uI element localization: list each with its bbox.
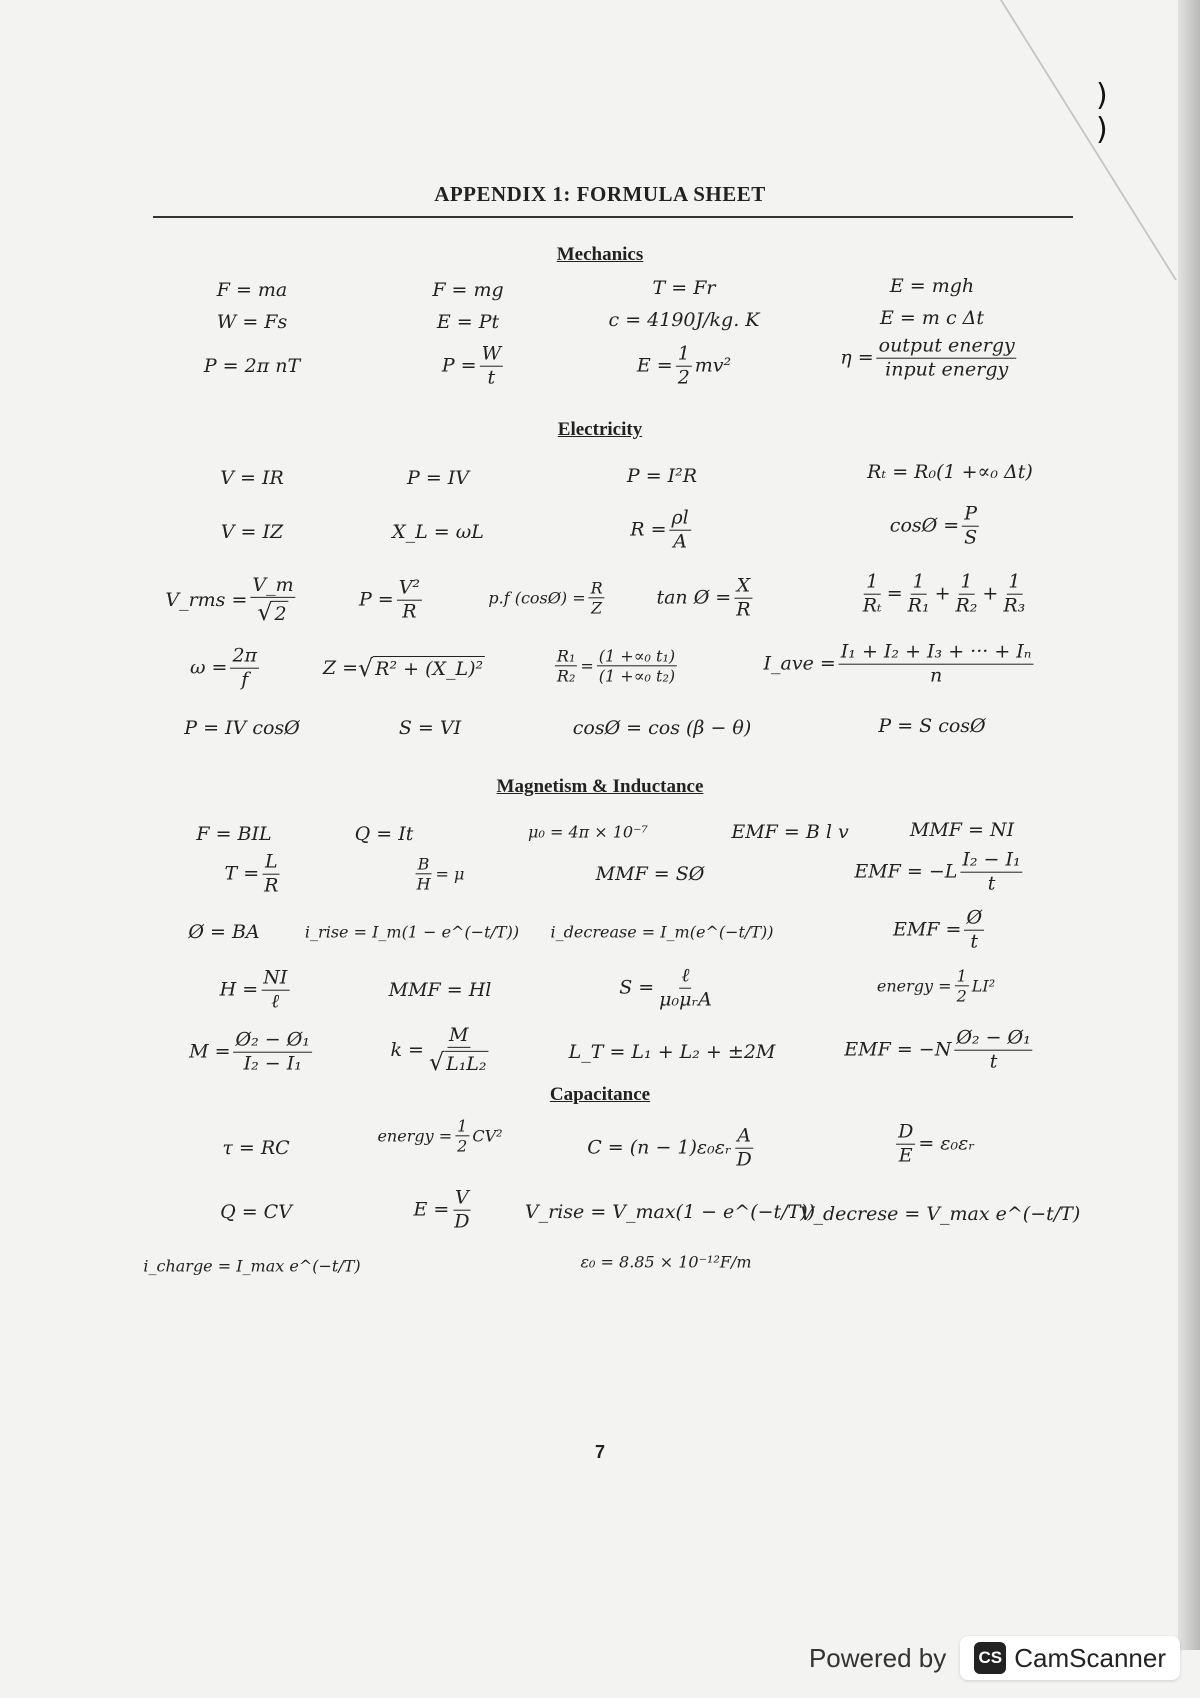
- formula-q-it: Q = It: [354, 823, 414, 845]
- formula-reluctance: S = ℓ μ₀μᵣA: [619, 964, 712, 1011]
- margin-bracket-mark: ): [1096, 78, 1108, 113]
- formula-q-cv: Q = CV: [220, 1201, 292, 1223]
- page-heading: APPENDIX 1: FORMULA SHEET: [434, 182, 766, 206]
- formula-mmf-sphi: MMF = SØ: [595, 863, 705, 885]
- formula-v-rise: V_rise = V_max(1 − e^(−t/T)): [524, 1201, 816, 1223]
- camscanner-watermark: [809, 1636, 1180, 1680]
- formula-s-vi: S = VI: [398, 717, 462, 739]
- formula-p-2pint: P = 2π nT: [203, 355, 301, 377]
- formula-epsilon0: ε₀ = 8.85 × 10⁻¹²F/m: [580, 1252, 752, 1272]
- formula-e-mgh: E = mgh: [889, 275, 975, 297]
- formula-w-fs: W = Fs: [216, 311, 288, 333]
- formula-omega: ω = $\frac{2\pi}{f}$: [189, 644, 258, 691]
- formula-efficiency: η = output energy input energy: [840, 334, 1015, 381]
- formula-p-i2r: P = I²R: [626, 465, 698, 487]
- formula-p-wt: P = $\frac{W}{t}$: [441, 342, 502, 389]
- formula-i-decrease: i_decrease = I_m(e^(−t/T)): [550, 922, 774, 942]
- formula-tan: tan Ø = $\frac{X}{R}$: [656, 574, 751, 621]
- formula-p-iv: P = IV: [406, 467, 470, 489]
- heading-rule: [153, 216, 1073, 218]
- formula-time-constant-lr: T = $\frac{L}{R}$: [224, 850, 279, 897]
- formula-e-pt: E = Pt: [436, 311, 500, 333]
- formula-f-ma: F = ma: [216, 279, 288, 301]
- camscanner-logo-icon: CS: [974, 1642, 1006, 1674]
- formula-v-decrese: V_decrese = V_max e^(−t/T): [799, 1203, 1081, 1225]
- formula-r-temp: Rₜ = R₀(1 +∝₀ Δt): [867, 461, 1033, 483]
- section-title-magnetism: Magnetism & Inductance: [496, 776, 704, 797]
- formula-phi-ba: Ø = BA: [188, 921, 260, 943]
- formula-e-kinetic: E = $\frac{1}{2}$ mv²: [636, 342, 732, 389]
- margin-bracket-mark: ): [1096, 112, 1108, 147]
- formula-parallel-resistance: $\frac{1}{\text{Rₜ}}$ = $\frac{1}{\text{R₁}}$ + $\frac{1}{\text{R₂}}$ + $\frac{1}{\text{R₃}}$: [862, 570, 1026, 617]
- formula-mmf-hl: MMF = Hl: [388, 979, 492, 1001]
- formula-v-ir: V = IR: [220, 467, 284, 489]
- formula-h-nil: H = NI ℓ: [219, 966, 288, 1013]
- formula-capacitance: C = (n − 1)ε₀εᵣ A D: [587, 1124, 752, 1171]
- formula-mu0: μ₀ = 4π × 10⁻⁷: [528, 822, 648, 842]
- formula-emf-n: EMF = −N Ø₂ − Ø₁ t: [844, 1026, 1031, 1073]
- formula-v-iz: V = IZ: [220, 521, 284, 543]
- formula-power-factor: p.f (cosØ) = $\frac{R}{Z}$: [488, 578, 603, 618]
- section-title-mechanics: Mechanics: [556, 244, 644, 265]
- formula-i-charge: i_charge = I_max e^(−t/T): [143, 1256, 361, 1276]
- page-number: 7: [594, 1442, 605, 1462]
- formula-e-mcdt: E = m c Δt: [880, 307, 984, 329]
- formula-f-bil: F = BIL: [196, 823, 272, 845]
- camscanner-badge: [960, 1636, 1180, 1680]
- formula-emf-l: EMF = −L I₂ − I₁ t: [854, 848, 1021, 895]
- formula-p-ivcos: P = IV cosØ: [184, 717, 300, 739]
- formula-total-inductance: L_T = L₁ + L₂ + ±2M: [568, 1041, 776, 1063]
- formula-impedance: Z = √ R² + (X_L)²: [322, 654, 484, 682]
- formula-d-over-e: $\frac{D}{E}$ = ε₀εᵣ: [898, 1120, 975, 1167]
- camscanner-brand-name: CamScanner: [1014, 1642, 1166, 1673]
- section-title-capacitance: Capacitance: [549, 1084, 651, 1105]
- formula-r-rho: R = $\frac{\rho l}{A}$: [630, 506, 689, 553]
- formula-cos-beta: cosØ = cos (β − θ): [572, 717, 752, 739]
- formula-mmf-ni: MMF = NI: [909, 819, 1015, 841]
- formula-cos-ps: cosØ = $\frac{P}{S}$: [889, 502, 978, 549]
- powered-by-label: Powered by: [808, 1642, 947, 1673]
- formula-emf-blv: EMF = B l v: [731, 821, 849, 843]
- formula-emf-phi: EMF = $\frac{Ø}{t}$: [892, 906, 983, 953]
- formula-mutual-inductance: M = $\frac{\text{Ø₂ − Ø₁}}{\text{I₂ − I₁}}$: [189, 1028, 310, 1075]
- formula-vrms: V_rms = $\frac{V\_m}{√ 2}$: [165, 573, 294, 626]
- formula-i-rise: i_rise = I_m(1 − e^(−t/T)): [304, 922, 520, 942]
- formula-energy-capacitor: energy = $\frac{1}{2}$ CV²: [377, 1116, 503, 1156]
- formula-c-water: c = 4190J/kg. K: [608, 309, 760, 331]
- formula-energy-inductor: energy = $\frac{1}{2}$ LI²: [876, 966, 996, 1006]
- formula-p-scos: P = S cosØ: [878, 715, 986, 737]
- formula-i-average: I_ave = $\frac{\text{I₁ + I₂ + I₃ + ··· + Iₙ}}{n}$: [763, 640, 1032, 687]
- formula-coupling-coefficient: k = $\frac{M}{\text{√ L₁L₂}}$: [390, 1023, 487, 1076]
- formula-resistance-ratio: $\frac{\text{R₁}}{\text{R₂}}$ = $\frac{\text{(1 +∝₀ t₁)}}{\text{(1 +∝₀ t₂)}}$: [556, 646, 676, 686]
- formula-xl: X_L = ωL: [392, 521, 484, 543]
- formula-e-vd: E = $\frac{V}{D}$: [413, 1186, 470, 1233]
- formula-b-over-h: $\frac{B}{H}$ = μ: [416, 854, 465, 894]
- formula-t-fr: T = Fr: [652, 277, 716, 299]
- formula-p-v2r: P = $\frac{\text{V²}}{R}$: [358, 576, 421, 623]
- formula-f-mg: F = mg: [432, 279, 504, 301]
- section-title-electricity: Electricity: [557, 419, 643, 440]
- formula-tau-rc: τ = RC: [222, 1137, 290, 1159]
